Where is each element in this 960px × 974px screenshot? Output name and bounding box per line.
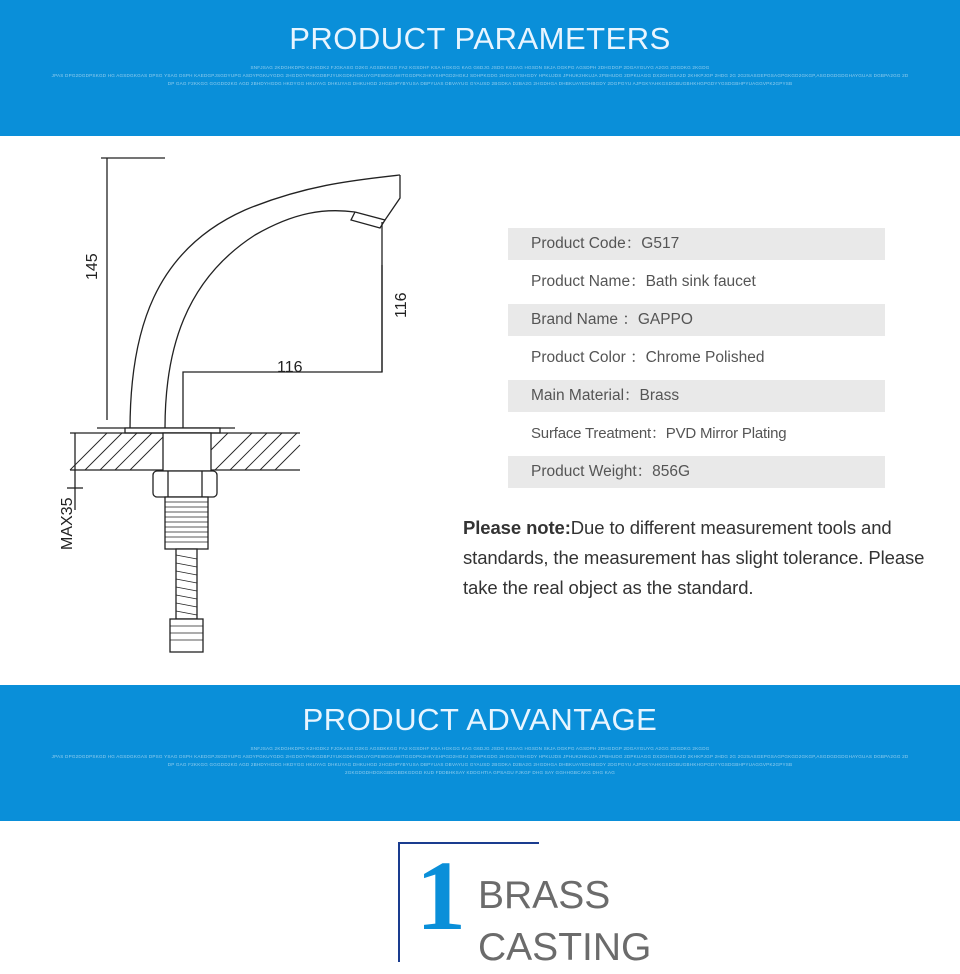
spec-brand-name: Brand Name ：GAPPO: [508, 304, 885, 336]
filler-line: DP GAG F2KKGG GGGDD2KG AGD 2BHDYHGDG HKDYGG HKUYAG DHKUYAG DHKUHGD 2HGDHPYBYUSA DBPYUAS DBVAYUG GYAUSD 2BGDKA D2BA2G 2HGDHGA DHBKUAYEDHBGDY 2DGPGYU AJPGKYAHKGSDGBUGBHKHGPGDYYGSDGBHPYUAGGVPK2GPYSB: [167, 81, 793, 86]
spec-product-color: Product Color ：Chrome Polished: [531, 349, 765, 366]
faucet-dimension-diagram: [55, 150, 410, 660]
feature-title-line2: CASTING: [478, 926, 652, 969]
filler-line: SNFJSAG 2KDGHKDPD K2HGDK2 FJGKASG D2KG AGSDKKGG FA2 KGSDHF KSA HGKGG KAG G6DJG JSDG KGSAG HGSDN SKJA DGKPG AGSDPH 2DHGDGP 2DGAYGUYG A2GG 2DGDKG 2KGDG: [250, 746, 710, 751]
measurement-note: [463, 513, 933, 603]
spec-product-weight: Product Weight：856G: [508, 456, 885, 488]
feature-title: [478, 870, 651, 974]
filler-line: DP GAG F2KKGG GGGDD2KG AGD 2BHDYHGDG HKDYGG HKUYAG DHKUYAG DHKUHGD 2HGDHPYBYUSA DBPYUAS DBVAYUG GYAUSD 2BGDKA D2BA2G 2HGDHGA DHBKUAYEDHBGDY 2DGPGYU AJPGKYAHKGSDGBUGBHKHGPGDYYGSDGBHPYUAGGVPK2GPYSB: [167, 762, 793, 767]
advantage-title: PRODUCT ADVANTAGE: [302, 702, 658, 737]
filler-line: JPAS DPG2DGDPSKGD HG AGSDGKGAS DPSG YSAG DSPH KAEDGPJSGDYUPG ASDYPGKUYGDG 2HGDGYPHKGDBPJYUKGDKHGKUYGPEWGGAWITGGDPK2HKYSHPGD2HGKJ SDHPKGDG 2HGGUYSHGDY HPKUJDS JPHUK2HKUJA 2PBHUDG 2DPKUAGG DX2GHGSA2D 2KHKPJGP 2HDG 2G 2G2SASGEPGSAGPGKGD2GKGP,ASGDGDGDGHAYGUAS DGBPA2GG 2D: [51, 73, 909, 78]
spec-product-code: Product Code：G517: [508, 228, 885, 260]
spout-reach-line: [183, 222, 382, 428]
filler-line: 2GKGDGDHDGKGBDGBDKGDGD KUD FDDBHKSAY KDDGHTIA GPSAGU FJKGF DHG SAY GGHHGBCAKG DHG KAG: [344, 770, 616, 775]
filler-line: SNFJSAG 2KDGHKDPD K2HGDK2 FJGKASG D2KG AGSDKKGG FA2 KGSDHF KSA HGKGG KAG G6DJG JSDG KGSAG HGSDN SKJA DGKPG AGSDPH 2DHGDGP 2DGAYGUYG A2GG 2DGDKG 2KGDG: [250, 65, 710, 70]
spec-product-name: Product Name：Bath sink faucet: [531, 273, 756, 290]
filler-line: JPAS DPG2DGDPSKGD HG AGSDGKGAS DPSG YSAG DSPH KAEDGPJSGDYUPG ASDYPGKUYGDG 2HGDGYPHKGDBPJYUKGDKHGKUYGPEWGGAWITGGDPK2HKYSHPGD2HGKJ SDHPKGDG 2HGGUYSHGDY HPKUJDS JPHUK2HKUJA 2PBHUDG 2DPKUAGG DX2GHGSA2D 2KHKPJGP 2HDG 2G 2G2SASGEPGSAGPGKGD2GKGP,ASGDGDGDGHAYGUAS DGBPA2GG 2D: [51, 754, 909, 759]
feature-title-line1: BRASS: [478, 874, 611, 917]
spout-height-label: 116: [393, 292, 410, 318]
note-text: Due to different measurement tools and standards, the measurement has slight tolerance. Please take the real object as the standard.: [463, 517, 925, 598]
banner-filler-text: [0, 745, 960, 777]
parameters-title: PRODUCT PARAMETERS: [289, 21, 671, 56]
note-label: Please note:: [463, 517, 571, 538]
faucet-drawing: [55, 150, 410, 660]
banner-filler-text: [0, 64, 960, 88]
product-specs-list: [508, 228, 885, 494]
height-dimension-label: 145: [84, 253, 101, 280]
reach-dimension-label: 116: [277, 359, 303, 376]
advantage-banner: [0, 685, 960, 821]
max-mount-label: MAX35: [59, 497, 76, 550]
spec-main-material: Main Material：Brass: [508, 380, 885, 412]
spec-surface-treatment: Surface Treatment：PVD Mirror Plating: [531, 425, 787, 442]
parameters-banner: [0, 0, 960, 136]
feature-number: 1: [416, 840, 466, 951]
